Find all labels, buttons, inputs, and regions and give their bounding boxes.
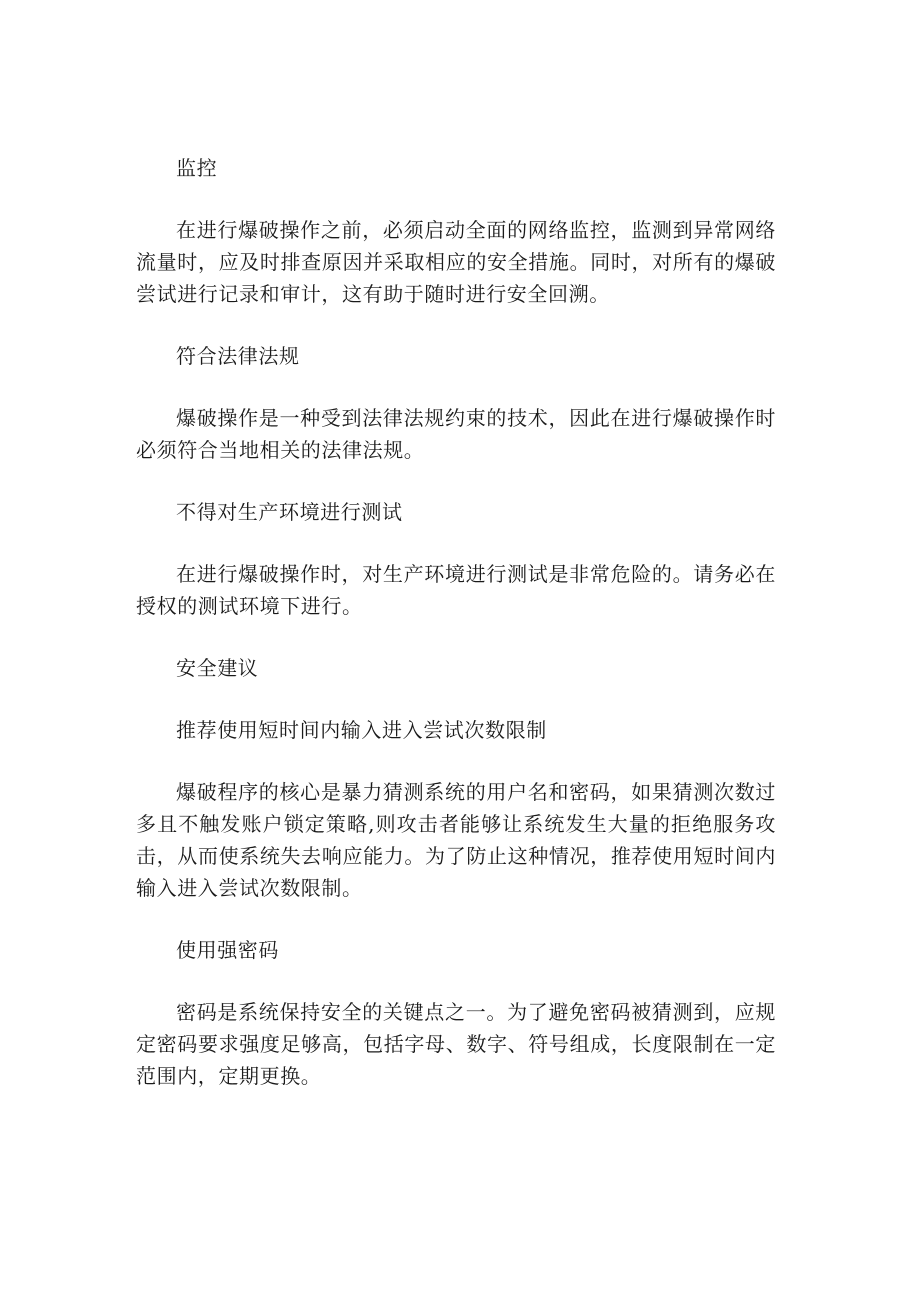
section-heading-no-production-testing: 不得对生产环境进行测试 (176, 500, 403, 524)
section-heading-monitoring: 监控 (176, 156, 218, 180)
section-paragraph-no-production-testing: 在进行爆破操作时，对生产环境进行测试是非常危险的。请务必在授权的测试环境下进行。 (136, 562, 776, 618)
section-paragraph-rate-limit: 爆破程序的核心是暴力猜测系统的用户名和密码，如果猜测次数过多且不触发账户锁定策略,则攻击者能够让系统发生大量的拒绝服务攻击，从而使系统失去响应能力。为了防止这种情况，推荐使用短时间内输入进入尝试次数限制。 (136, 780, 776, 900)
section-paragraph-strong-password: 密码是系统保持安全的关键点之一。为了避免密码被猜测到，应规定密码要求强度足够高，包括字母、数字、符号组成，长度限制在一定范围内，定期更换。 (136, 1000, 776, 1088)
section-paragraph-monitoring: 在进行爆破操作之前，必须启动全面的网络监控，监测到异常网络流量时，应及时排查原因并采取相应的安全措施。同时，对所有的爆破尝试进行记录和审计，这有助于随时进行安全回溯。 (136, 218, 776, 306)
section-paragraph-legal-compliance: 爆破操作是一种受到法律法规约束的技术，因此在进行爆破操作时必须符合当地相关的法律法规。 (136, 406, 776, 462)
document-body (136, 152, 776, 1092)
section-heading-rate-limit: 推荐使用短时间内输入进入尝试次数限制 (176, 718, 547, 742)
section-heading-strong-password: 使用强密码 (176, 938, 279, 962)
section-heading-legal-compliance: 符合法律法规 (176, 344, 300, 368)
section-heading-security-advice: 安全建议 (176, 656, 259, 680)
